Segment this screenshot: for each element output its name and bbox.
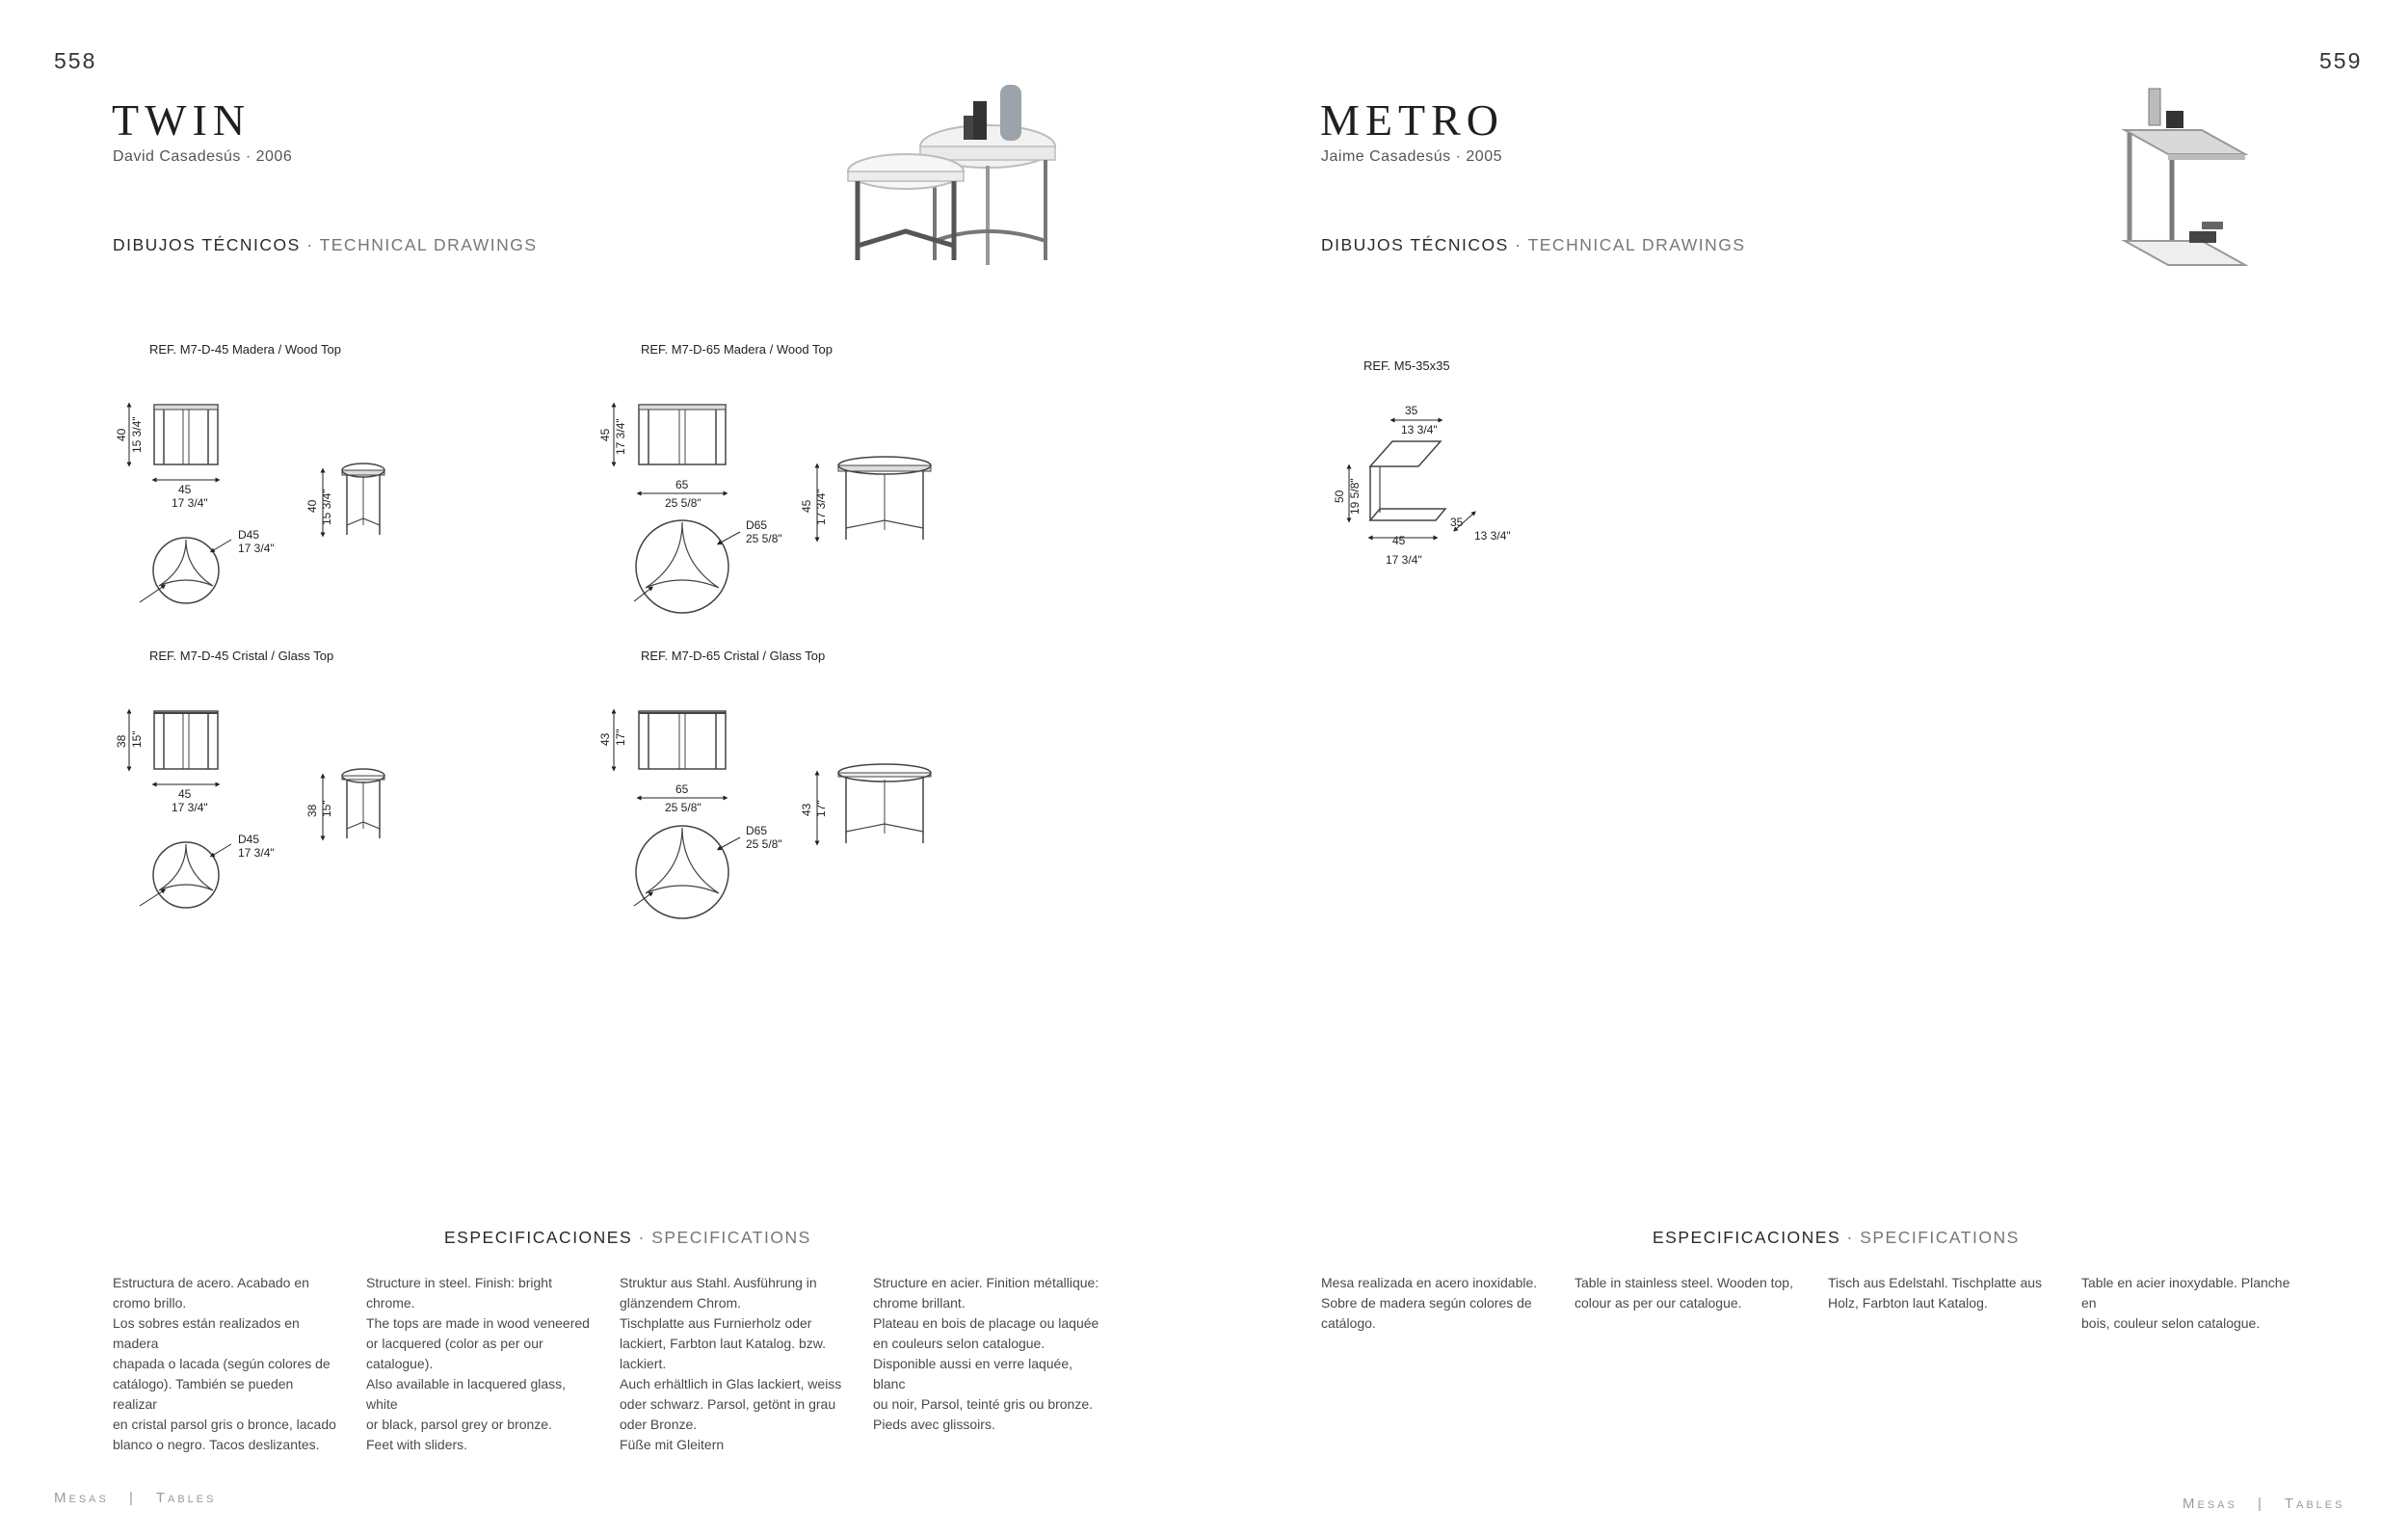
left-footer: [54, 1490, 216, 1506]
left-specs-heading-sub: · SPECIFICATIONS: [632, 1228, 811, 1247]
right-spec-fr: Table en acier inoxydable. Planche en bois, couleur selon catalogue.: [2081, 1275, 2290, 1331]
right-footer-b: Tables: [2284, 1496, 2345, 1512]
left-spec-de: Struktur aus Stahl. Ausführung in glänzendem Chrom. Tischplatte aus Furnierholz oder lackiert, Farbton laut Katalog. bzw. lackiert. Auch erhältlich in Glas lackiert, weiss oder schwarz. Parsol, getönt in grau oder Bronze. Füße mit Gleitern: [620, 1275, 842, 1452]
width-cm: 65: [675, 782, 689, 796]
depth-cm: 35: [1450, 516, 1464, 529]
height-in-side: 17 3/4": [814, 489, 828, 525]
depth-in: 13 3/4": [1474, 529, 1511, 543]
ref-label: REF. M7-D-45 Madera / Wood Top: [149, 342, 341, 357]
left-footer-a: Mesas: [54, 1490, 109, 1506]
twin-product-photo: [838, 77, 1060, 270]
height-cm: 43: [598, 732, 612, 746]
height-cm: 40: [115, 428, 128, 441]
right-specs-heading-sub: · SPECIFICATIONS: [1840, 1228, 2020, 1247]
right-designer: Jaime Casadesús · 2005: [1321, 148, 1502, 165]
top-in: 13 3/4": [1401, 423, 1438, 437]
right-specs-heading: [1653, 1228, 2020, 1248]
width-cm: 65: [675, 478, 689, 491]
ref-label: REF. M7-D-65 Cristal / Glass Top: [641, 649, 826, 663]
left-drawings-heading-sub: · TECHNICAL DRAWINGS: [300, 235, 538, 254]
height-cm: 45: [598, 428, 612, 441]
left-title: TWIN: [112, 95, 251, 145]
height-in: 19 5/8": [1348, 478, 1362, 515]
width-in: 17 3/4": [1386, 553, 1422, 567]
width-cm: 45: [178, 483, 192, 496]
diameter: D65: [746, 824, 768, 837]
twin-technical-drawings: [106, 328, 973, 925]
left-spec-es: Estructura de acero. Acabado en cromo brillo. Los sobres están realizados en madera chapada o lacada (según colores de catálogo). También se pueden realizar en cristal parsol gris o bronce, lacado blanco o negro. Tacos deslizantes.: [113, 1275, 336, 1452]
drawing-m7-d-45-wood: [115, 342, 384, 603]
drawing-m7-d-65-glass: [598, 649, 931, 918]
height-cm-side: 38: [305, 804, 319, 817]
left-drawings-heading: [113, 235, 538, 255]
right-spec-de: Tisch aus Edelstahl. Tischplatte aus Holz, Farbton laut Katalog.: [1828, 1275, 2043, 1311]
right-spec-en: Table in stainless steel. Wooden top, colour as per our catalogue.: [1574, 1275, 1793, 1311]
height-in: 17": [614, 729, 627, 746]
left-spec-fr: Structure en acier. Finition métallique: chrome brillant. Plateau en bois de placage ou laquée en couleurs selon catalogue. Disponible aussi en verre laquée, blanc ou noir, Parsol, teinté gris ou bronze. Pieds avec glissoirs.: [873, 1275, 1099, 1432]
top-cm: 35: [1405, 404, 1418, 417]
ref-label: REF. M7-D-45 Cristal / Glass Top: [149, 649, 334, 663]
left-spec-en: Structure in steel. Finish: bright chrome. The tops are made in wood veneered or lacquered (color as per our catalogue). Also available in lacquered glass, white or black, parsol grey or bronze. Feet with sliders.: [366, 1275, 590, 1452]
left-footer-b: Tables: [155, 1490, 217, 1506]
diameter-in: 25 5/8": [746, 532, 782, 545]
height-in: 15": [130, 730, 144, 748]
ref-label: REF. M7-D-65 Madera / Wood Top: [641, 342, 833, 357]
right-drawings-heading: [1321, 235, 1746, 255]
right-footer-sep: |: [2258, 1496, 2264, 1512]
height-in: 15 3/4": [130, 416, 144, 453]
ref-label: REF. M5-35x35: [1363, 358, 1450, 373]
right-specs-heading-main: ESPECIFICACIONES: [1653, 1228, 1841, 1247]
metro-product-photo: [2110, 77, 2264, 270]
diameter-in: 17 3/4": [238, 846, 275, 860]
width-cm: 45: [1392, 534, 1406, 547]
width-in: 25 5/8": [665, 496, 701, 510]
width-in: 17 3/4": [172, 801, 208, 814]
width-in: 17 3/4": [172, 496, 208, 510]
height-cm: 38: [115, 734, 128, 748]
height-cm-side: 40: [305, 499, 319, 513]
drawing-m7-d-65-wood: [598, 342, 931, 613]
height-cm-side: 43: [800, 803, 813, 816]
width-in: 25 5/8": [665, 801, 701, 814]
right-spec-es: Mesa realizada en acero inoxidable. Sobre de madera según colores de catálogo.: [1321, 1275, 1538, 1331]
left-footer-sep: |: [129, 1490, 136, 1506]
diameter: D45: [238, 528, 260, 542]
height-in-side: 15": [320, 800, 333, 817]
height-cm-side: 45: [800, 499, 813, 513]
left-drawings-heading-main: DIBUJOS TÉCNICOS: [113, 235, 301, 254]
right-page-number: 559: [2319, 48, 2363, 73]
left-designer: David Casadesús · 2006: [113, 148, 293, 165]
metro-technical-drawing: [1320, 347, 1571, 578]
height-in-side: 15 3/4": [320, 489, 333, 525]
drawing-m7-d-45-glass: [115, 649, 384, 908]
right-drawings-heading-main: DIBUJOS TÉCNICOS: [1321, 235, 1509, 254]
right-drawings-heading-sub: · TECHNICAL DRAWINGS: [1508, 235, 1746, 254]
right-title: METRO: [1320, 95, 1504, 145]
diameter: D45: [238, 833, 260, 846]
left-page-number: 558: [54, 48, 97, 73]
right-footer-a: Mesas: [2183, 1496, 2237, 1512]
diameter-in: 25 5/8": [746, 837, 782, 851]
height-in-side: 17": [814, 800, 828, 817]
diameter-in: 17 3/4": [238, 542, 275, 555]
left-specs-heading: [444, 1228, 811, 1248]
height-cm: 50: [1333, 490, 1346, 503]
right-footer: [2183, 1496, 2344, 1512]
diameter: D65: [746, 518, 768, 532]
left-specs-heading-main: ESPECIFICACIONES: [444, 1228, 633, 1247]
width-cm: 45: [178, 787, 192, 801]
height-in: 17 3/4": [614, 418, 627, 455]
